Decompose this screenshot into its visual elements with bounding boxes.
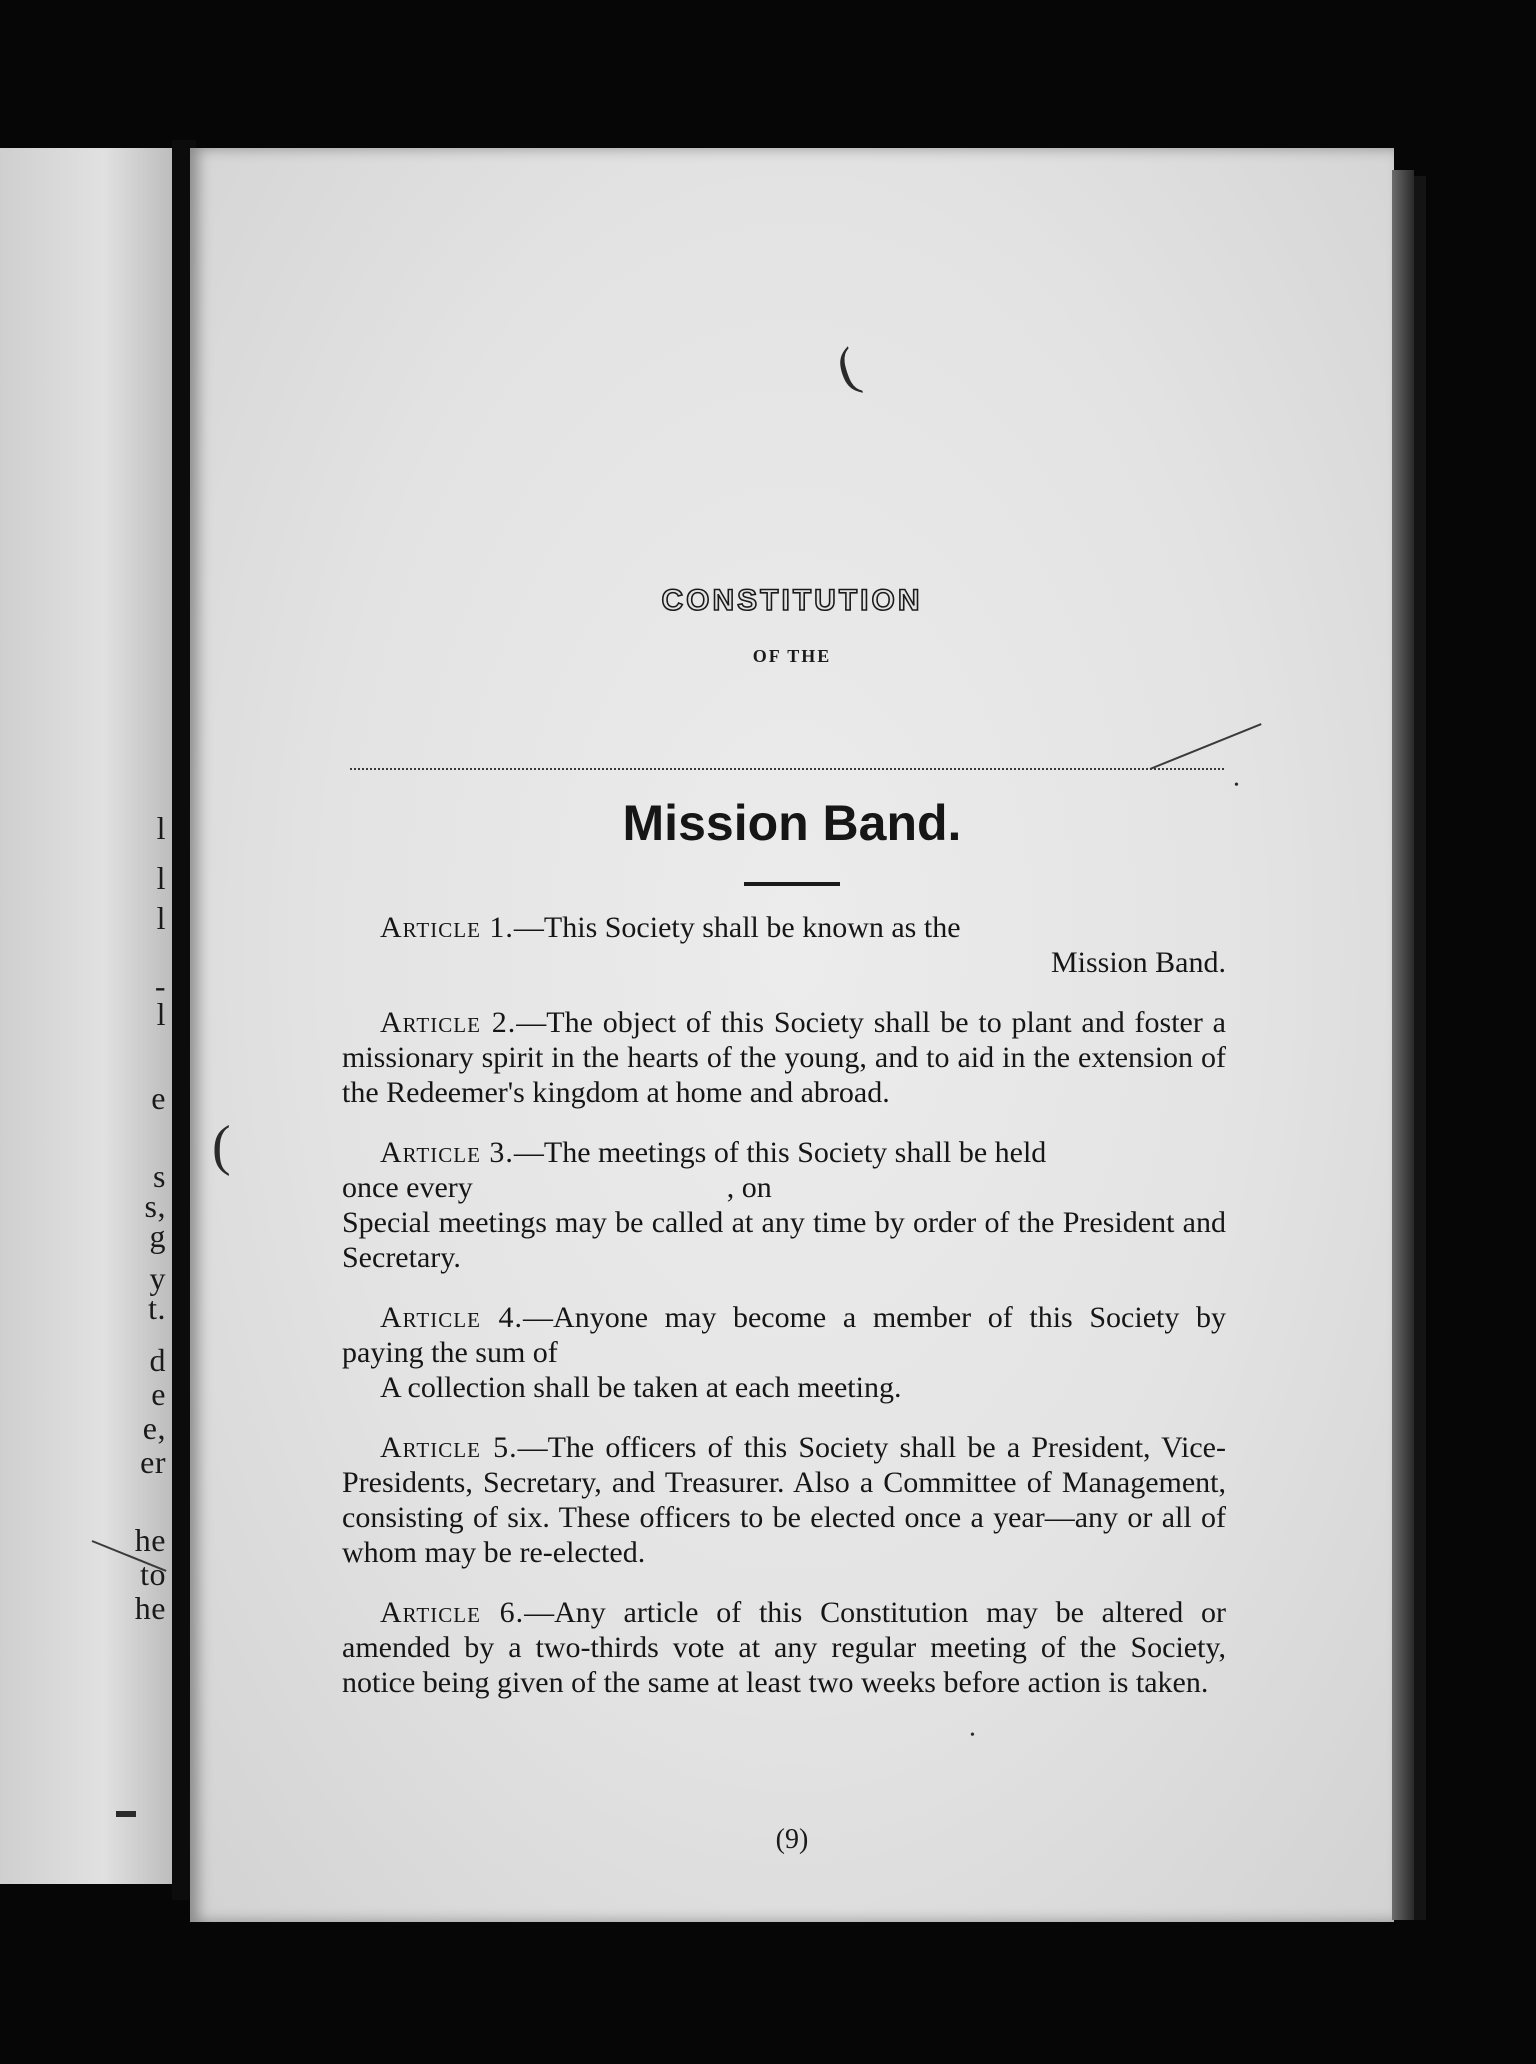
article-text: —The officers of this Society shall be a President, Vice-Presidents, Secretary, and Treasurer. Also a Committee of Management, consisting of six. These officers to be elected once a year—any or all of whom may be re-elected. (342, 1431, 1226, 1569)
left-fragment: e, (142, 1410, 166, 1446)
article-text: —This Society shall be known as the (513, 911, 961, 944)
page-edge (1392, 170, 1414, 1920)
ink-smudge: ▬ (116, 1800, 136, 1822)
page-number: (9) (775, 1824, 809, 1855)
left-fragment: d (149, 1342, 166, 1378)
left-facing-page (0, 148, 172, 1884)
article-6 (342, 1595, 1226, 1700)
articles-list (342, 910, 1226, 1725)
pencil-mark: ( (829, 335, 865, 399)
speck: • (1234, 778, 1239, 793)
article-label: Article 5. (380, 1431, 518, 1464)
left-fragment: g (149, 1218, 166, 1254)
article-blank-prefix: once every (342, 1171, 473, 1204)
article-text: —The object of this Society shall be to plant and foster a missionary spirit in the hearts of the young, and to aid in the extension of the Redeemer's kingdom at home and abroad. (342, 1006, 1226, 1109)
article-1 (342, 910, 1226, 980)
pencil-mark: ( (212, 1115, 231, 1177)
article-text: —Anyone may become a member of this Society by paying the sum of (342, 1301, 1226, 1369)
article-3 (342, 1135, 1226, 1275)
left-fragment: e (151, 1376, 166, 1412)
title-underline (744, 882, 840, 886)
article-2 (342, 1005, 1226, 1110)
left-fragment: l (156, 860, 166, 896)
article-text: —The meetings of this Society shall be held (513, 1136, 1047, 1169)
article-line: Mission Band. (1050, 946, 1226, 979)
page-title: Mission Band. (622, 795, 962, 851)
article-text: —Any article of this Constitution may be altered or amended by a two-thirds vote at any regular meeting of the Society, notice being given of the same at least two weeks before action is taken. (342, 1596, 1226, 1699)
left-fragment: to (140, 1556, 166, 1592)
left-fragment: l (156, 810, 166, 846)
article-4 (342, 1300, 1226, 1405)
left-fragment: he (134, 1522, 166, 1558)
left-fragment: y (149, 1260, 166, 1296)
article-line: Special meetings may be called at any time by order of the President and Secretary. (342, 1206, 1226, 1274)
left-fragment: s (153, 1158, 166, 1194)
cover-edge (1414, 176, 1426, 1920)
left-fragment: l (156, 900, 166, 936)
left-fragment: l (156, 996, 166, 1032)
article-label: Article 6. (380, 1596, 525, 1629)
article-blank-suffix: , on (726, 1171, 772, 1204)
article-line: A collection shall be taken at each meeting. (380, 1371, 902, 1404)
book-page (190, 148, 1394, 1922)
article-label: Article 1. (380, 911, 514, 944)
article-label: Article 3. (380, 1136, 514, 1169)
article-label: Article 4. (380, 1301, 524, 1334)
speck: • (970, 1728, 975, 1743)
left-fragment: - (154, 968, 166, 1004)
left-fragment: t. (148, 1290, 166, 1326)
page-subheading: OF THE (752, 646, 832, 666)
left-fragment: he (134, 1590, 166, 1626)
page-heading: CONSTITUTION (661, 584, 923, 617)
article-5 (342, 1430, 1226, 1570)
dotted-divider (350, 768, 1224, 770)
left-fragment: e (151, 1080, 166, 1116)
left-fragment: s, (144, 1188, 166, 1224)
left-fragment: er (140, 1444, 166, 1480)
article-label: Article 2. (380, 1006, 517, 1039)
stray-hair (1150, 723, 1262, 770)
